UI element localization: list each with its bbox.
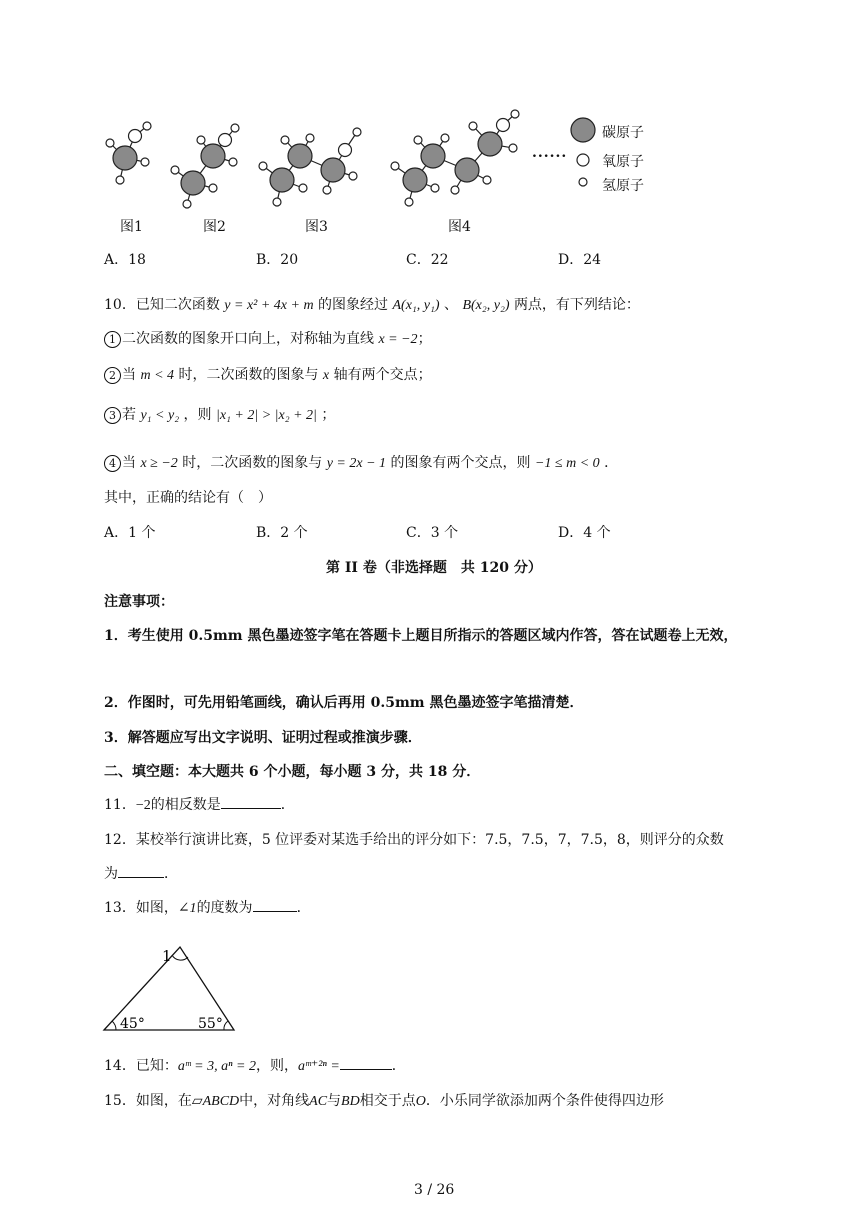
q10-option-b: B．2 个: [256, 525, 308, 541]
note-1: 1．考生使用 0.5mm 黑色墨迹签字笔在答题卡上题目所指示的答题区域内作答，答在试题卷上无效，: [104, 628, 738, 644]
page-number: 3 / 26: [414, 1182, 455, 1198]
figure-label-1: 图1: [120, 219, 143, 235]
q14: 14．已知：aᵐ = 3, aⁿ = 2，则，aᵐ⁺²ⁿ = ．: [104, 1055, 406, 1075]
q10-question: 其中，正确的结论有（ ）: [104, 490, 272, 506]
q11: 11．−2的相反数是 ．: [104, 794, 295, 814]
figure-label-4: 图4: [448, 219, 471, 235]
notes-title: 注意事项：: [104, 594, 174, 610]
molecule-figures: [95, 98, 655, 238]
fill-section-title: 二、填空题：本大题共 6 个小题，每小题 3 分，共 18 分．: [104, 764, 481, 780]
q12-line2: 为 ．: [104, 863, 178, 883]
q10-stem: 10．已知二次函数 y = x² + 4x + m 的图象经过 A(x₁, y₁) 、 B(x₂, y₂) 两点，有下列结论：: [104, 297, 640, 313]
angle-45-label: 45°: [120, 1016, 145, 1032]
figure-label-2: 图2: [203, 219, 226, 235]
q10-conclusion-2: 2 当 m < 4 时，二次函数的图象与 x 轴有两个交点；: [104, 364, 432, 384]
legend-hydrogen-label: 氢原子: [602, 178, 644, 194]
q10-conclusion-1: 1 二次函数的图象开口向上，对称轴为直线 x = −2；: [104, 328, 432, 348]
q10-conclusion-4: 4 当 x ≥ −2 时，二次函数的图象与 y = 2x − 1 的图象有两个交点，则 −1 ≤ m < 0 ．: [104, 452, 618, 472]
q9-option-b: B．20: [256, 252, 299, 268]
triangle-figure: [100, 935, 240, 1035]
q12-line1: 12．某校举行演讲比赛，5 位评委对某选手给出的评分如下：7.5，7.5，7，7.5，8，则评分的众数: [104, 832, 724, 848]
angle-55-label: 55°: [198, 1016, 223, 1032]
q9-option-c: C．22: [406, 252, 449, 268]
legend-carbon-label: 碳原子: [602, 125, 644, 141]
note-3: 3．解答题应写出文字说明、证明过程或推演步骤．: [104, 730, 422, 746]
q10-conclusion-3: 3 若 y₁ < y₂ ，则 |x₁ + 2| > |x₂ + 2| ；: [104, 404, 335, 424]
q10-option-c: C．3 个: [406, 525, 459, 541]
section-title: 第 II 卷（非选择题 共 120 分）: [326, 560, 542, 576]
q15: 15．如图，在▱ABCD中，对角线AC与BD相交于点O．小乐同学欲添加两个条件使得四边形: [104, 1093, 664, 1109]
note-2: 2．作图时，可先用铅笔画线，确认后再用 0.5mm 黑色墨迹签字笔描清楚．: [104, 695, 584, 711]
legend-oxygen-label: 氧原子: [602, 154, 644, 170]
q10-option-a: A．1 个: [104, 525, 156, 541]
angle-1-label: 1: [162, 947, 172, 965]
ellipsis: ......: [532, 145, 568, 161]
q10-option-d: D．4 个: [558, 525, 611, 541]
q13: 13．如图，∠1的度数为 ．: [104, 897, 311, 917]
q9-option-a: A．18: [104, 252, 146, 268]
figure-label-3: 图3: [305, 219, 328, 235]
q9-option-d: D．24: [558, 252, 602, 268]
